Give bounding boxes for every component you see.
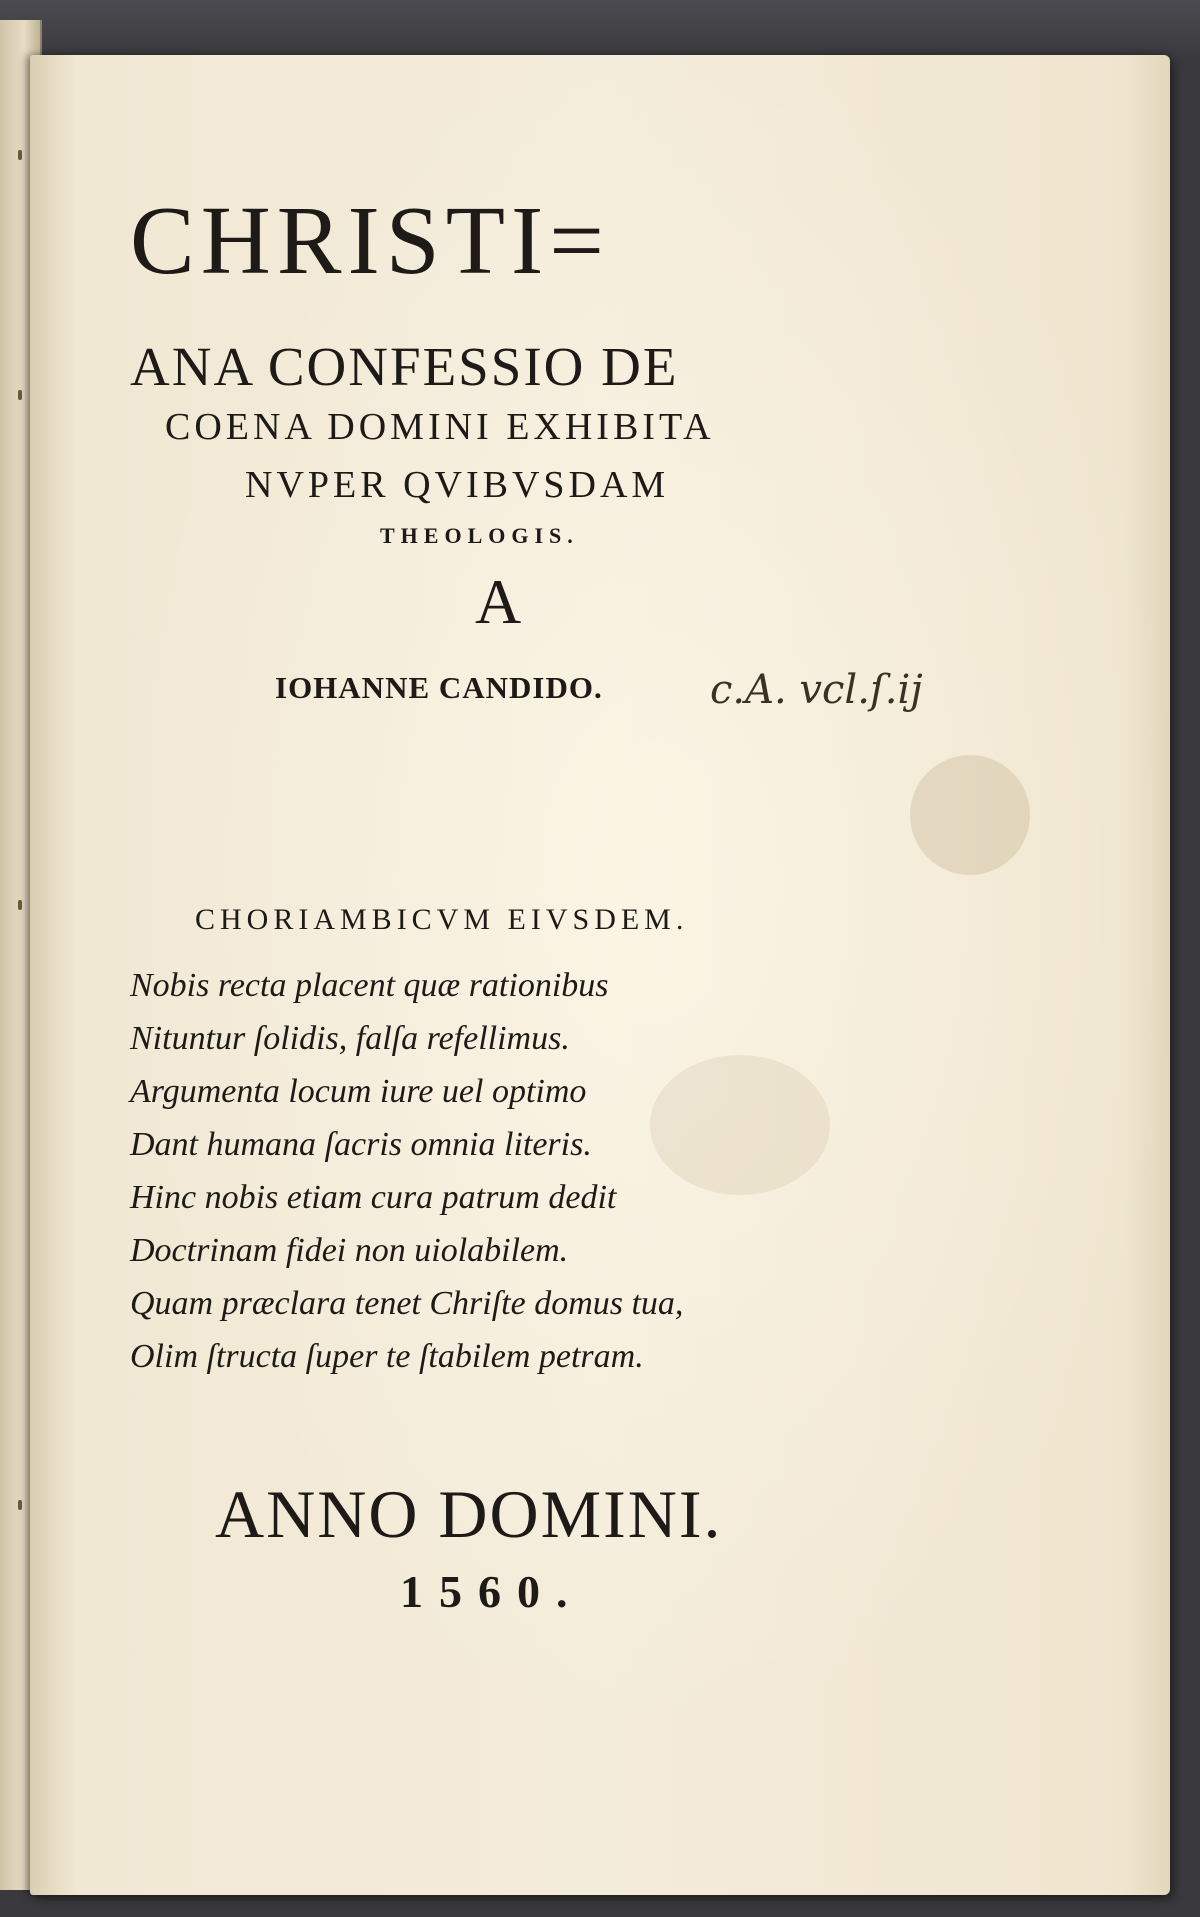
poem-line: Olim ſtructa ſuper te ſtabilem petram. bbox=[130, 1338, 644, 1375]
paper-stain bbox=[910, 755, 1030, 875]
poem-line: Hinc nobis etiam cura patrum dedit bbox=[130, 1179, 617, 1216]
poem-line: Nituntur ſolidis, falſa refellimus. bbox=[130, 1020, 570, 1057]
binding-stitch bbox=[18, 900, 22, 910]
title-line-1: CHRISTI= bbox=[130, 187, 610, 294]
title-line-5: THEOLOGIS. bbox=[380, 523, 579, 548]
title-line-6: A bbox=[475, 566, 522, 637]
poem-line: Nobis recta placent quæ rationibus bbox=[130, 967, 609, 1004]
author-line: IOHANNE CANDIDO. bbox=[275, 670, 603, 705]
imprint-year: 1560. bbox=[400, 1566, 584, 1617]
imprint-line: ANNO DOMINI. bbox=[215, 1476, 723, 1552]
title-line-4: NVPER QVIBVSDAM bbox=[245, 464, 670, 506]
paper-stain bbox=[650, 1055, 830, 1195]
binding-stitch bbox=[18, 1500, 22, 1510]
poem-line: Quam præclara tenet Chriſte domus tua, bbox=[130, 1285, 684, 1322]
poem-line: Argumenta locum iure uel optimo bbox=[130, 1073, 587, 1110]
handwritten-annotation: c.A. vcl.ſ.ij bbox=[710, 667, 923, 713]
binding-stitch bbox=[18, 150, 22, 160]
title-line-3: COENA DOMINI EXHIBITA bbox=[165, 406, 715, 448]
poem-line: Doctrinam fidei non uiolabilem. bbox=[130, 1232, 569, 1269]
binding-stitch bbox=[18, 390, 22, 400]
title-line-2: ANA CONFESSIO DE bbox=[130, 336, 679, 397]
poem-heading: CHORIAMBICVM EIVSDEM. bbox=[195, 903, 689, 936]
poem-line: Dant humana ſacris omnia literis. bbox=[130, 1126, 592, 1163]
title-page bbox=[30, 55, 1170, 1895]
